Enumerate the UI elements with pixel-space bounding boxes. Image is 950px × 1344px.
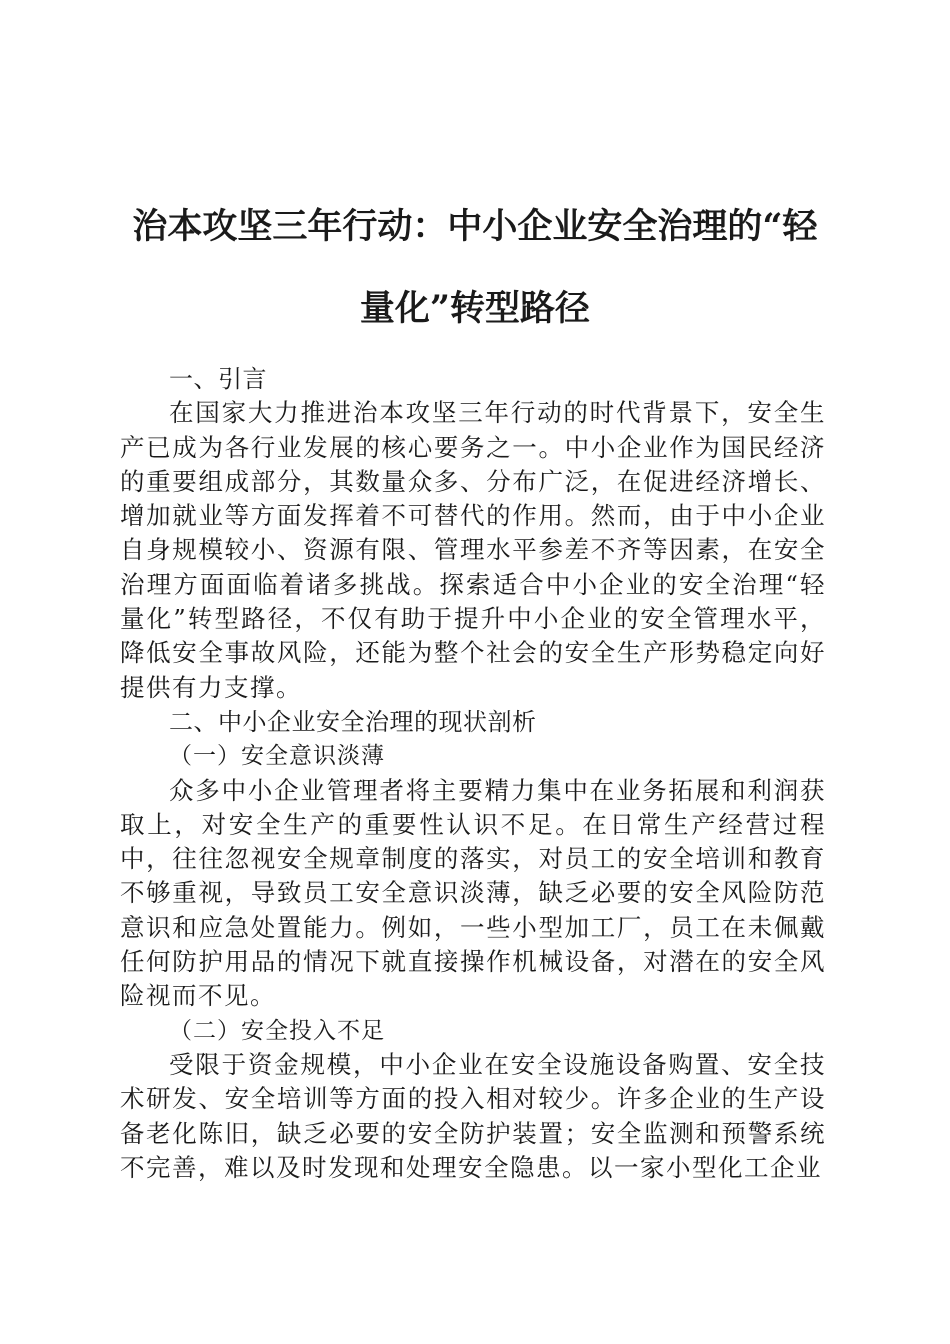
subsection-heading-awareness: （一）安全意识淡薄 bbox=[169, 743, 385, 770]
subsection-heading-investment: （二）安全投入不足 bbox=[169, 1017, 385, 1044]
section-heading-intro: 一、引言 bbox=[169, 365, 267, 393]
paragraph-awareness: 众多中小企业管理者将主要精力集中在业务拓展和利润获取上，对安全生产的重要性认识不足。在日常生产经营过程中，往往忽视安全规章制度的落实，对员工的安全培训和教育不够重视，导致员工安全意识淡薄，缺乏必要的安全风险防范意识和应急处置能力。例如，一些小型加工厂，员工在未佩戴任何防护用品的情况下就直接操作机械设备，对潜在的安全风险视而不见。 bbox=[120, 775, 826, 1011]
section-heading-status: 二、中小企业安全治理的现状剖析 bbox=[169, 707, 537, 736]
document-body bbox=[120, 362, 826, 1185]
document-title: 治本攻坚三年行动：中小企业安全治理的“轻量化”转型路径 bbox=[132, 206, 818, 329]
paragraph-investment: 受限于资金规模，中小企业在安全设施设备购置、安全技术研发、安全培训等方面的投入相对较少。许多企业的生产设备老化陈旧，缺乏必要的安全防护装置；安全监测和预警系统不完善，难以及时发现和处理安全隐患。以一家小型化工企业 bbox=[120, 1049, 826, 1182]
paragraph-intro: 在国家大力推进治本攻坚三年行动的时代背景下，安全生产已成为各行业发展的核心要务之一。中小企业作为国民经济的重要组成部分，其数量众多、分布广泛，在促进经济增长、增加就业等方面发挥着不可替代的作用。然而，由于中小企业自身规模较小、资源有限、管理水平参差不齐等因素，在安全治理方面面临着诸多挑战。探索适合中小企业的安全治理“轻量化”转型路径，不仅有助于提升中小企业的安全管理水平，降低安全事故风险，还能为整个社会的安全生产形势稳定向好提供有力支撑。 bbox=[120, 398, 826, 702]
